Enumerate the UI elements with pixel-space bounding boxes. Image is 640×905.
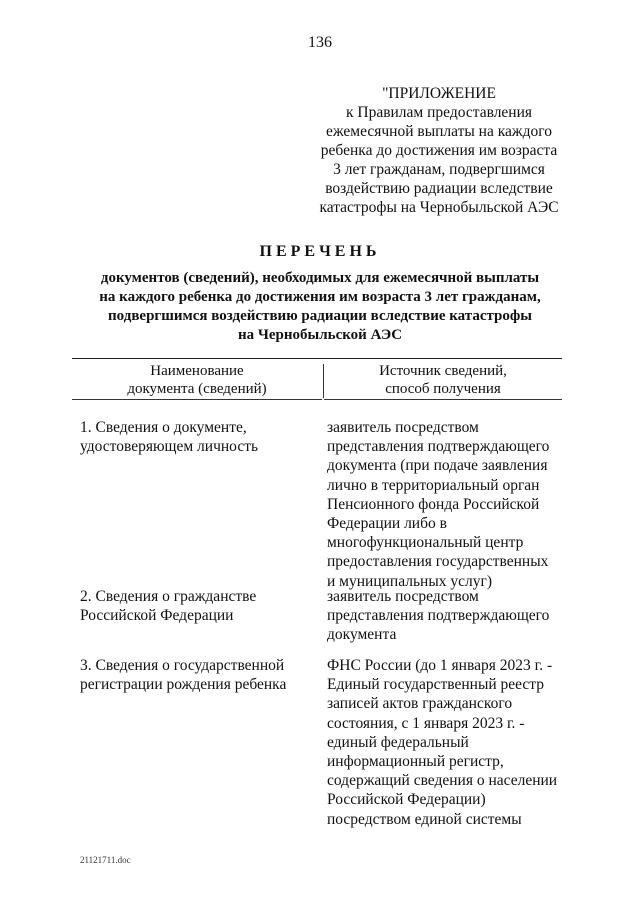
subtitle-line: на каждого ребенка до достижения им возраста 3 лет гражданам, xyxy=(99,289,541,305)
appendix-line: воздействию радиации вследствие xyxy=(325,180,553,197)
appendix-line: к Правилам предоставления xyxy=(345,104,533,121)
table-top-rule xyxy=(72,358,562,359)
cell-line: документа xyxy=(327,626,397,644)
subtitle-line: подвергшимся воздействию радиации вследствие катастрофы xyxy=(108,308,532,324)
cell-line: регистрации рождения ребенка xyxy=(80,676,287,694)
header-line: документа (сведений) xyxy=(127,381,267,397)
cell-line: Пенсионного фонда Российской xyxy=(327,495,540,513)
header-line: Наименование xyxy=(150,363,244,379)
row-document-cell xyxy=(80,587,315,625)
cell-line: 3. Сведения о государственной xyxy=(80,657,285,674)
cell-line: ФНС России (до 1 января 2023 г. - xyxy=(327,657,553,674)
cell-line: заявитель посредством xyxy=(327,588,479,605)
cell-line: заявитель посредством xyxy=(327,419,479,436)
cell-line: посредством единой системы xyxy=(327,810,522,828)
appendix-line: катастрофы на Чернобыльской АЭС xyxy=(319,199,559,216)
cell-line: единый федеральный xyxy=(327,733,469,751)
cell-line: многофункциональный центр xyxy=(327,534,524,552)
subtitle-line: документов (сведений), необходимых для ежемесячной выплаты xyxy=(100,270,540,286)
cell-line: предоставления государственных xyxy=(327,553,549,571)
table-header xyxy=(72,362,562,400)
header-line: способ получения xyxy=(385,381,501,397)
cell-line: записей актов гражданского xyxy=(327,695,513,713)
appendix-block xyxy=(300,84,578,217)
page-number: 136 xyxy=(308,34,332,51)
cell-line: удостоверяющем личность xyxy=(80,438,259,456)
cell-line: Федерации либо в xyxy=(327,515,447,533)
subtitle-line: на Чернобыльской АЭС xyxy=(237,327,403,343)
appendix-line: "ПРИЛОЖЕНИЕ xyxy=(382,85,496,102)
cell-line: Российской Федерации xyxy=(80,607,234,625)
cell-line: 1. Сведения о документе, xyxy=(80,419,247,436)
header-underline-left xyxy=(72,399,322,400)
cell-line: 2. Сведения о гражданстве xyxy=(80,588,257,605)
header-document-name xyxy=(72,362,322,398)
cell-line: и муниципальных услуг) xyxy=(327,572,492,590)
header-underline-right xyxy=(324,399,562,400)
cell-line: состояния, с 1 января 2023 г. - xyxy=(327,714,525,732)
appendix-line: 3 лет гражданам, подвергшимся xyxy=(333,161,545,178)
row-document-cell xyxy=(80,418,315,456)
row-document-cell xyxy=(80,656,315,694)
cell-line: Единый государственный реестр xyxy=(327,676,545,694)
document-title: ПЕРЕЧЕНЬ xyxy=(259,243,381,260)
appendix-line: ребенка до достижения им возраста xyxy=(320,142,558,159)
document-subtitle xyxy=(60,269,580,345)
cell-line: информационный регистр, xyxy=(327,753,504,771)
cell-line: представления подтверждающего xyxy=(327,438,550,456)
cell-line: документа (при подаче заявления xyxy=(327,457,548,475)
cell-line: содержащий сведения о населении xyxy=(327,772,558,790)
row-source-cell xyxy=(327,656,567,829)
appendix-line: ежемесячной выплаты на каждого xyxy=(326,123,552,140)
header-line: Источник сведений, xyxy=(379,363,507,379)
footer-file-code: 21121711.doc xyxy=(80,855,131,865)
row-source-cell xyxy=(327,587,567,645)
cell-line: представления подтверждающего xyxy=(327,607,550,625)
cell-line: Российской Федерации) xyxy=(327,791,486,809)
header-source xyxy=(324,362,562,398)
row-source-cell xyxy=(327,418,567,591)
cell-line: лично в территориальный орган xyxy=(327,476,540,494)
